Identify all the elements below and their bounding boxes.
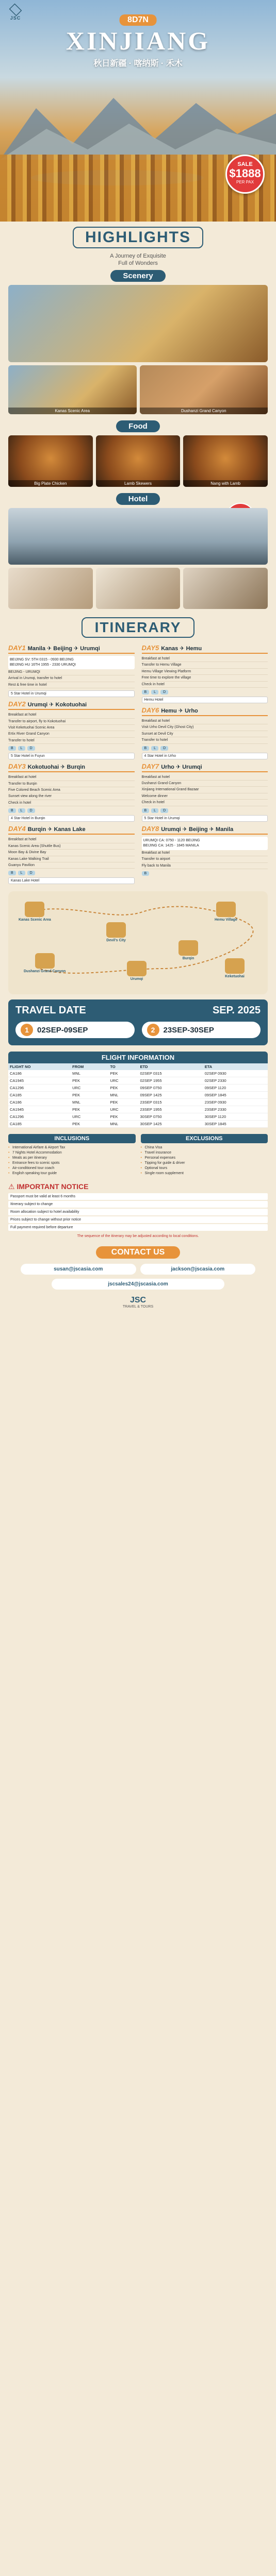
- day-body: [8, 712, 135, 744]
- day-line: Free time to explore the village: [142, 675, 268, 681]
- meal-tag: B: [8, 746, 16, 751]
- flight-table-cell: CA1945: [8, 1106, 71, 1113]
- jsc-logo: [5, 4, 26, 21]
- flight-table-cell: PEK: [108, 1099, 138, 1106]
- flight-table-cell: MNL: [71, 1070, 108, 1077]
- day-hotel: 5 Star Hotel in Urumqi: [8, 690, 135, 697]
- flight-table-cell: 02SEP 0315: [139, 1070, 203, 1077]
- map-node-label: Urumqi: [130, 977, 143, 981]
- inclusions-title: INCLUSIONS: [8, 1134, 136, 1143]
- mountain-graphic: [0, 88, 276, 160]
- day-number: DAY8: [141, 824, 159, 833]
- day-line: Breakfast at hotel: [142, 656, 268, 662]
- day-body: [142, 850, 268, 869]
- flight-table-row: [8, 1092, 268, 1099]
- exclusions-list: [141, 1145, 268, 1176]
- scenery-label: Scenery: [110, 270, 165, 282]
- flight-table-row: [8, 1077, 268, 1084]
- flight-table-cell: CA1296: [8, 1084, 71, 1092]
- flight-table-cell: 09SEP 1120: [203, 1084, 268, 1092]
- footer-logo-text: JSC: [129, 1296, 147, 1305]
- day-number: DAY7: [141, 762, 159, 770]
- day-route: Hemu ✈ Urho: [161, 708, 198, 715]
- day-line: Visit Urho Devil City (Ghost City): [142, 724, 268, 731]
- flight-table-row: [8, 1099, 268, 1106]
- day-line: Visit Keketuohai Scenic Area: [8, 725, 135, 731]
- travel-date-option[interactable]: [15, 1022, 135, 1038]
- meal-tag: D: [160, 690, 168, 694]
- travel-date-panel: [8, 999, 268, 1045]
- flight-table-header: FLIGHT NO: [8, 1063, 71, 1070]
- hotel-photo-exterior: [8, 508, 268, 565]
- flight-table-cell: CA186: [8, 1099, 71, 1106]
- notice-title: [8, 1182, 268, 1191]
- scenery-photo-2: [140, 365, 268, 414]
- hero-title: XINJIANG: [66, 26, 210, 55]
- itinerary-col-left: [8, 644, 135, 887]
- day-hotel: 4 Star Hotel in Urho: [142, 753, 268, 759]
- logo-mark-icon: [9, 4, 22, 16]
- exclusion-item: • Travel insurance: [141, 1150, 268, 1156]
- city-icon: [127, 961, 147, 976]
- flight-info-title: FLIGHT INFORMATION: [8, 1052, 268, 1063]
- flight-table-cell: 30SEP 1845: [203, 1121, 268, 1128]
- day-line: Check in hotel: [8, 800, 135, 806]
- day-line: Transfer to airport: [142, 856, 268, 862]
- map-node-burqin: [178, 940, 198, 960]
- flight-table-cell: CA1945: [8, 1077, 71, 1084]
- meal-tag: B: [142, 871, 150, 876]
- sale-price: $1888: [229, 167, 261, 180]
- day-line: Sunset view along the river: [8, 793, 135, 800]
- food-caption-2: Lamb Skewers: [96, 480, 181, 487]
- food-photo-1: [8, 435, 93, 487]
- flight-table-cell: 23SEP 1955: [139, 1106, 203, 1113]
- flight-table-body: [8, 1070, 268, 1128]
- meal-tag: B: [8, 808, 16, 813]
- day-line: Arrival in Urumqi, transfer to hotel: [8, 675, 135, 682]
- flight-table-cell: 09SEP 1845: [203, 1092, 268, 1099]
- meal-tag: L: [18, 871, 25, 875]
- flight-table-cell: 02SEP 1955: [139, 1077, 203, 1084]
- notice-title-text: IMPORTANT NOTICE: [17, 1182, 89, 1191]
- exclusion-item: • China Visa: [141, 1145, 268, 1150]
- day-card: [8, 762, 135, 822]
- day-meals: [142, 871, 268, 876]
- day-body: [142, 774, 268, 806]
- scenery-caption-2: Dushanzi Grand Canyon: [140, 408, 268, 414]
- flight-table-cell: URC: [108, 1077, 138, 1084]
- exclusion-item: • Single room supplement: [141, 1171, 268, 1176]
- flight-table-cell: 02SEP 0930: [203, 1070, 268, 1077]
- meal-tag: D: [160, 808, 168, 813]
- day-line: Breakfast at hotel: [142, 850, 268, 856]
- day-number: DAY2: [8, 700, 26, 708]
- meal-tag: B: [142, 808, 150, 813]
- footer-logo-subtext: TRAVEL & TOURS: [122, 1305, 154, 1309]
- day-card: [142, 706, 268, 759]
- day-line: Check in hotel: [142, 800, 268, 806]
- day-hotel: 5 Star Hotel in Urumqi: [142, 815, 268, 822]
- flight-table-cell: 23SEP 0315: [139, 1099, 203, 1106]
- contact-section: [0, 1246, 276, 1309]
- meal-tag: L: [151, 690, 158, 694]
- day-line: Transfer to hotel: [142, 737, 268, 743]
- day-line: Kanas Lake Walking Trail: [8, 856, 135, 862]
- date-option-text: 23SEP-30SEP: [163, 1025, 214, 1035]
- notice-list: [8, 1193, 268, 1231]
- flight-table-cell: CA185: [8, 1092, 71, 1099]
- notice-item: Passport must be valid at least 6 months: [8, 1193, 268, 1200]
- day-line: Rest & free time in hotel: [8, 682, 135, 688]
- kanas-icon: [25, 902, 44, 917]
- day-flights: [8, 656, 135, 669]
- notice-item: Itinerary subject to change: [8, 1201, 268, 1208]
- day-hotel: Hemu Hotel: [142, 697, 268, 703]
- flight-table-header: ETD: [139, 1063, 203, 1070]
- map-node-urumqi: [127, 961, 147, 981]
- meal-tag: D: [27, 871, 35, 875]
- day-line: BEIJING - URUMQI: [8, 669, 135, 675]
- inclusion-item: • English speaking tour guide: [8, 1171, 136, 1176]
- flight-table-cell: URC: [108, 1106, 138, 1113]
- day-header: [142, 644, 268, 654]
- inclusion-item: • Air-conditioned tour coach: [8, 1166, 136, 1171]
- scenery-photo-main: [8, 285, 268, 362]
- highlights-subtitle-line2: Full of Wonders: [118, 260, 158, 266]
- day-number: DAY6: [141, 706, 159, 715]
- day-line: Transfer to Hemu Village: [142, 662, 268, 668]
- inclusion-item: • Meals as per itinerary: [8, 1156, 136, 1161]
- day-header: [8, 762, 135, 772]
- inclusion-item: • Entrance fees to scenic spots: [8, 1161, 136, 1166]
- flight-table-cell: PEK: [108, 1070, 138, 1077]
- route-map: [8, 891, 268, 994]
- map-node-label: Kanas Scenic Area: [19, 918, 51, 922]
- food-photo-3: [183, 435, 268, 487]
- hero-banner: [0, 0, 276, 222]
- day-line: Transfer to Burqin: [8, 781, 135, 787]
- meal-tag: L: [18, 808, 25, 813]
- footer-logo: [0, 1296, 276, 1309]
- hotel-gallery: [8, 508, 268, 609]
- flight-table-cell: 02SEP 2330: [203, 1077, 268, 1084]
- highlights-subtitle-line1: A Journey of Exquisite: [110, 253, 166, 259]
- meal-tag: D: [160, 746, 168, 751]
- travel-date-month: SEP. 2025: [212, 1005, 261, 1016]
- day-line: Breakfast at hotel: [8, 837, 135, 843]
- flight-table-header: ETA: [203, 1063, 268, 1070]
- day-card: [8, 700, 135, 759]
- map-node-kanas: [19, 902, 51, 922]
- exclusion-item: • Optional tours: [141, 1166, 268, 1171]
- day-meals: [142, 808, 268, 813]
- sale-label: SALE: [237, 161, 253, 167]
- day-line: Transfer to airport, fly to Kokotuohai: [8, 719, 135, 725]
- inclusions-list: [8, 1145, 136, 1176]
- food-caption-1: Big Plate Chicken: [8, 480, 93, 487]
- day-body: [8, 774, 135, 806]
- flight-table-header: TO: [108, 1063, 138, 1070]
- inclusion-item: • 7 Nights Hotel Accommodation: [8, 1150, 136, 1156]
- travel-date-option[interactable]: [142, 1022, 261, 1038]
- flight-table-cell: PEK: [108, 1084, 138, 1092]
- day-line: Xinjiang International Grand Bazaar: [142, 787, 268, 793]
- day-card: [142, 825, 268, 876]
- hero-subtitle: 秋日新疆 · 喀纳斯 · 禾木: [93, 59, 183, 68]
- day-line: Dushanzi Grand Canyon: [142, 781, 268, 787]
- sale-note: PER PAX: [236, 180, 254, 184]
- travel-date-list: [15, 1022, 261, 1038]
- day-number: DAY1: [8, 644, 26, 652]
- flight-table-row: [8, 1070, 268, 1077]
- flight-table-header: FROM: [71, 1063, 108, 1070]
- important-notice: [8, 1182, 268, 1239]
- flight-table-row: [8, 1084, 268, 1092]
- day-route: Urumqi ✈ Kokotuohai: [27, 702, 87, 708]
- day-body: [142, 656, 268, 688]
- itinerary-title: ITINERARY: [82, 617, 195, 638]
- travel-date-header: [15, 1005, 261, 1016]
- contact-emails: [21, 1264, 255, 1290]
- day-flights: [142, 837, 268, 850]
- day-line: Five Colored Beach Scenic Area: [8, 787, 135, 793]
- day-meals: [8, 808, 135, 813]
- itinerary-title-wrap: [0, 617, 276, 638]
- day-number: DAY5: [141, 644, 159, 652]
- day-line: Kanas Scenic Area (Shuttle Bus): [8, 843, 135, 850]
- day-card: [8, 644, 135, 697]
- day-route: Urumqi ✈ Beijing ✈ Manila: [161, 826, 234, 833]
- day-meals: [8, 871, 135, 875]
- day-header: [8, 825, 135, 835]
- food-gallery: [8, 435, 268, 487]
- flight-line: BEIJING HU 16TH 1955 - 2330 URUMQI: [10, 663, 76, 667]
- email-link[interactable]: susan@jscasia.com: [21, 1264, 136, 1275]
- day-hotel: 4 Star Hotel in Burqin: [8, 815, 135, 822]
- flight-table-header-row: [8, 1063, 268, 1070]
- map-node-label: Burqin: [182, 957, 194, 961]
- flight-table-row: [8, 1106, 268, 1113]
- day-number: DAY4: [8, 825, 26, 833]
- food-photo-2: [96, 435, 181, 487]
- flight-line: URUMQI CA: 0750 - 1120 BEIJING: [143, 838, 200, 842]
- flight-table-cell: 09SEP 1425: [139, 1092, 203, 1099]
- day-hotel: Kanas Lake Hotel: [8, 877, 135, 884]
- hotel-label: Hotel: [116, 493, 160, 505]
- map-node-label: Keketuohai: [225, 975, 245, 979]
- flight-info-section: [8, 1052, 268, 1128]
- flight-table-cell: MNL: [108, 1121, 138, 1128]
- scenery-caption-1: Kanas Scenic Area: [8, 408, 137, 414]
- flight-table-cell: PEK: [71, 1077, 108, 1084]
- flight-table-cell: URC: [71, 1084, 108, 1092]
- duration-pill: 8D7N: [119, 14, 157, 26]
- day-line: Breakfast at hotel: [142, 774, 268, 781]
- flight-table-cell: 09SEP 0750: [139, 1084, 203, 1092]
- day-line: Moon Bay & Divine Bay: [8, 850, 135, 856]
- day-number: DAY3: [8, 762, 26, 771]
- day-line: Hemu Village Viewing Platform: [142, 669, 268, 675]
- itinerary-col-right: [142, 644, 268, 887]
- day-body: [142, 718, 268, 744]
- food-label: Food: [116, 420, 160, 432]
- flight-table-cell: CA1296: [8, 1113, 71, 1121]
- flight-table-cell: 30SEP 0750: [139, 1113, 203, 1121]
- flight-table-row: [8, 1121, 268, 1128]
- day-card: [8, 825, 135, 884]
- day-route: Manila ✈ Beijing ✈ Urumqi: [27, 646, 100, 652]
- day-line: Guanyu Pavilion: [8, 862, 135, 869]
- meal-tag: L: [151, 746, 158, 751]
- day-line: Welcome dinner: [142, 793, 268, 800]
- day-route: Kanas ✈ Hemu: [161, 646, 202, 652]
- meal-tag: L: [18, 746, 25, 751]
- flight-table-row: [8, 1113, 268, 1121]
- date-option-number: 1: [21, 1024, 33, 1036]
- inclusions-exclusions: [8, 1134, 268, 1176]
- notice-remark: The sequence of the itinerary may be adjusted according to local conditions.: [77, 1234, 199, 1239]
- highlights-subtitle: [0, 252, 276, 267]
- day-card: [142, 762, 268, 822]
- meal-tag: B: [8, 871, 16, 875]
- itinerary-days: [0, 638, 276, 887]
- day-header: [8, 700, 135, 710]
- contact-title: CONTACT US: [96, 1246, 181, 1259]
- day-line: Check in hotel: [142, 682, 268, 688]
- flight-table-cell: 30SEP 1120: [203, 1113, 268, 1121]
- meal-tag: B: [142, 690, 150, 694]
- hotel-photo-room-3: [183, 568, 268, 609]
- hotel-photo-room-1: [8, 568, 93, 609]
- email-link[interactable]: jscsales24@jscasia.com: [52, 1279, 224, 1290]
- day-body: [8, 669, 135, 688]
- flight-table-cell: PEK: [71, 1106, 108, 1113]
- map-node-hemu: [215, 902, 237, 922]
- sale-badge: [225, 155, 265, 194]
- day-route: Kokotuohai ✈ Burqin: [27, 764, 85, 771]
- day-line: Ertix River Grand Canyon: [8, 731, 135, 737]
- flight-table-cell: 30SEP 1425: [139, 1121, 203, 1128]
- flight-table-cell: 23SEP 0930: [203, 1099, 268, 1106]
- village-icon: [216, 902, 236, 917]
- map-node-dushanzi: [24, 953, 66, 973]
- scenery-gallery: [8, 285, 268, 414]
- notice-item: Room allocation subject to hotel availability: [8, 1209, 268, 1215]
- exclusion-item: • Personal expenses: [141, 1156, 268, 1161]
- day-line: Transfer to hotel: [8, 738, 135, 744]
- meal-tag: L: [151, 808, 158, 813]
- mountain-icon: [225, 958, 245, 974]
- map-node-label: Devil's City: [106, 939, 126, 943]
- exclusion-item: • Tipping for guide & driver: [141, 1161, 268, 1166]
- day-line: Sunset at Devil City: [142, 731, 268, 737]
- day-body: [8, 837, 135, 869]
- flight-table-cell: MNL: [71, 1099, 108, 1106]
- day-line: Fly back to Manila: [142, 863, 268, 869]
- warning-icon: ⚠: [8, 1182, 17, 1191]
- day-header: [142, 762, 268, 772]
- canyon-icon: [35, 953, 55, 969]
- flight-table-cell: 23SEP 2330: [203, 1106, 268, 1113]
- inclusions-column: [8, 1134, 136, 1176]
- flight-table-cell: PEK: [108, 1113, 138, 1121]
- travel-date-label: TRAVEL DATE: [15, 1005, 86, 1016]
- day-header: [142, 825, 268, 835]
- day-meals: [8, 746, 135, 751]
- email-link[interactable]: jackson@jscasia.com: [140, 1264, 256, 1275]
- day-line: Breakfast at hotel: [8, 774, 135, 781]
- day-meals: [142, 746, 268, 751]
- day-header: [8, 644, 135, 654]
- flight-table-cell: URC: [71, 1113, 108, 1121]
- flight-line: BEIJING SV: 5TH 0315 - 0930 BEIJING: [10, 658, 74, 662]
- hotel-photo-room-2: [96, 568, 181, 609]
- day-meals: [142, 690, 268, 694]
- flight-table-cell: MNL: [108, 1092, 138, 1099]
- day-line: Breakfast at hotel: [142, 718, 268, 724]
- day-route: Urho ✈ Urumqi: [161, 764, 202, 770]
- meal-tag: B: [142, 746, 150, 751]
- flight-table-cell: PEK: [71, 1092, 108, 1099]
- flight-line: BEIJING CA: 1425 - 1845 MANILA: [143, 843, 199, 848]
- exclusions-title: EXCLUSIONS: [141, 1134, 268, 1143]
- map-node-label: Dushanzi Grand Canyon: [24, 970, 66, 974]
- flight-table-cell: CA185: [8, 1121, 71, 1128]
- highlights-section: [0, 222, 276, 267]
- day-hotel: 5 Star Hotel in Fuyun: [8, 753, 135, 759]
- devil-city-icon: [106, 922, 126, 938]
- inclusion-item: • International Airfare & Airport Tax: [8, 1145, 136, 1150]
- highlights-title: HIGHLIGHTS: [73, 227, 203, 248]
- logo-text: JSC: [10, 15, 21, 21]
- date-option-number: 2: [147, 1024, 159, 1036]
- map-node-keketuohai: [225, 958, 245, 978]
- meal-tag: D: [27, 746, 35, 751]
- flight-table: [8, 1063, 268, 1128]
- flight-table-cell: PEK: [71, 1121, 108, 1128]
- exclusions-column: [141, 1134, 268, 1176]
- date-option-text: 02SEP-09SEP: [37, 1025, 88, 1035]
- notice-item: Prices subject to change without prior notice: [8, 1216, 268, 1223]
- day-line: Breakfast at hotel: [8, 712, 135, 718]
- scenery-photo-1: [8, 365, 137, 414]
- day-route: Burqin ✈ Kanas Lake: [27, 826, 86, 833]
- flight-table-cell: CA186: [8, 1070, 71, 1077]
- map-node-devil-city: [106, 922, 126, 942]
- day-card: [142, 644, 268, 703]
- food-caption-3: Nang with Lamb: [183, 480, 268, 487]
- meal-tag: D: [27, 808, 35, 813]
- map-node-label: Hemu Village: [215, 918, 237, 922]
- beach-icon: [178, 940, 198, 956]
- notice-item: Full payment required before departure: [8, 1224, 268, 1231]
- day-header: [142, 706, 268, 716]
